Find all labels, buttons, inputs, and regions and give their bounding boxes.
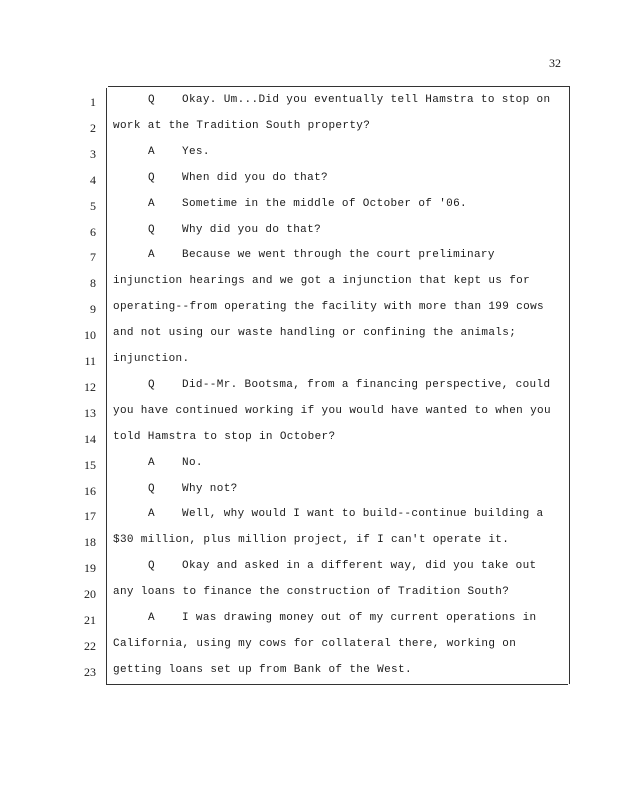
line-text: When did you do that? [182,171,328,184]
transcript-line [0,295,626,321]
line-text: California, using my cows for collateral there, working on [113,637,517,650]
line-number: 11 [84,354,96,368]
transcript-line [0,632,626,658]
line-number: 19 [84,561,96,576]
speaker-label: Q [148,482,155,495]
frame-bottom-border [106,684,568,685]
speaker-label: A [148,145,155,158]
line-text: told Hamstra to stop in October? [113,430,336,443]
line-text: work at the Tradition South property? [113,119,371,132]
line-number: 17 [84,509,96,524]
line-number: 16 [84,483,96,498]
transcript-line [0,192,626,218]
speaker-label: A [148,249,155,262]
line-number: 12 [84,379,96,394]
speaker-label: A [148,612,155,624]
transcript-line [0,347,626,373]
line-number: 4 [90,172,96,187]
speaker-label: Q [148,378,155,391]
line-text: No. [182,456,203,469]
line-text: operating--from operating the facility with more than 199 cows [113,301,544,314]
line-number: 22 [84,638,96,653]
transcript-line [0,528,626,554]
line-text: Sometime in the middle of October of '06. [182,197,467,210]
speaker-label: Q [148,171,155,184]
transcript-line [0,502,626,528]
transcript-line [0,658,626,684]
frame-top-border [108,86,570,87]
transcript-line [0,580,626,606]
line-text: Well, why would I want to build--continue building a [182,508,544,521]
line-number: 2 [90,120,96,135]
line-text: injunction. [113,353,190,365]
line-text: Yes. [182,145,210,158]
transcript-line [0,88,626,114]
line-text: injunction hearings and we got a injunction that kept us for [113,275,531,288]
line-number: 18 [84,535,96,550]
line-number: 7 [90,250,96,265]
line-number: 13 [84,405,96,420]
speaker-label: Q [148,560,155,573]
line-number: 8 [90,276,96,291]
transcript-line [0,166,626,192]
transcript-line [0,399,626,425]
line-text: Okay and asked in a different way, did you take out [182,560,537,573]
transcript-line [0,243,626,269]
line-number: 15 [84,457,96,472]
transcript-line [0,554,626,580]
line-text: getting loans set up from Bank of the West. [113,663,412,676]
transcript-line [0,477,626,503]
line-number: 5 [90,198,96,213]
transcript-line [0,451,626,477]
line-text: any loans to finance the construction of Tradition South? [113,586,510,599]
transcript-line [0,269,626,295]
line-number: 21 [84,613,96,627]
line-text: and not using our waste handling or confining the animals; [113,327,517,340]
page-number: 32 [549,56,561,70]
line-number: 3 [90,146,96,161]
line-text: I was drawing money out of my current operations in [182,612,537,624]
speaker-label: A [148,508,155,521]
transcript-line [0,218,626,244]
transcript-line [0,140,626,166]
line-text: Okay. Um...Did you eventually tell Hamstra to stop on [182,94,551,106]
line-text: Did--Mr. Bootsma, from a financing perspective, could [182,378,551,391]
line-number: 23 [84,664,96,679]
line-number: 14 [84,431,96,446]
line-text: Why did you do that? [182,223,322,236]
speaker-label: A [148,456,155,469]
line-text: you have continued working if you would have wanted to when you [113,404,551,417]
line-number: 20 [84,587,96,602]
transcript-line [0,114,626,140]
transcript-line [0,425,626,451]
line-text: Why not? [182,482,238,495]
speaker-label: Q [148,223,155,236]
speaker-label: A [148,197,155,210]
line-number: 10 [84,328,96,343]
transcript-line [0,373,626,399]
line-text: $30 million, plus million project, if I can't operate it. [113,534,510,547]
speaker-label: Q [148,94,155,106]
line-number: 6 [90,224,96,239]
line-number: 9 [90,302,96,317]
line-text: Because we went through the court preliminary [182,249,495,262]
transcript-line [0,606,626,632]
line-number: 1 [90,95,96,109]
transcript-line [0,321,626,347]
